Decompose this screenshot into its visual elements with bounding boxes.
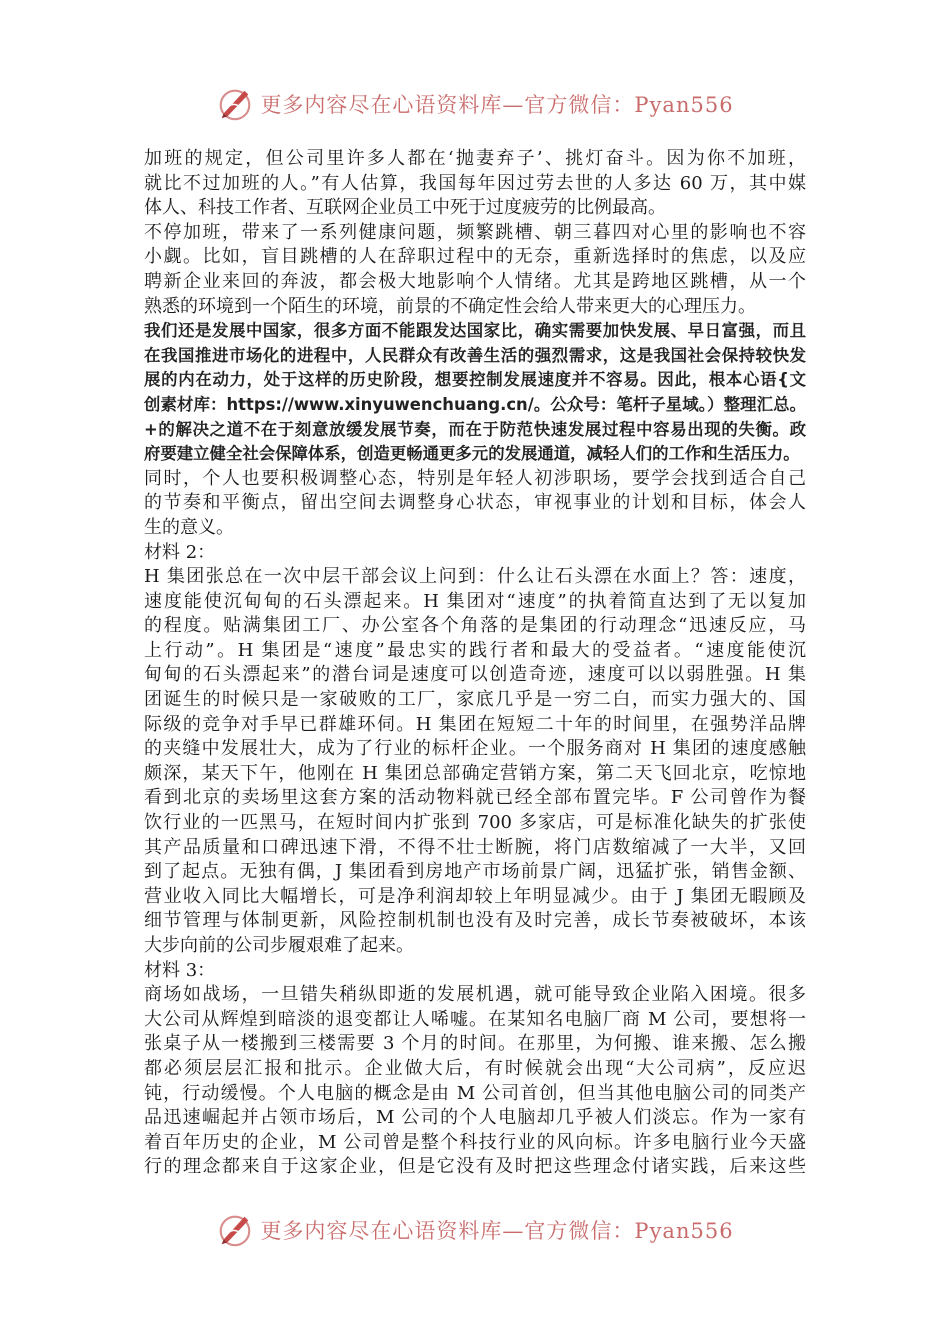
footer-banner-text: 更多内容尽在心语资料库—官方微信：Pyan556 [260, 1219, 734, 1243]
text-line: 我们还是发展中国家，很多方面不能跟发达国家比，确实需要加快发展、早日富强，而且 [144, 321, 806, 341]
text-line: 体人、科技工作者、互联网企业员工中死于过度疲劳的比例最高。 [144, 197, 666, 219]
text-line: 都必须层层汇报和批示。企业做大后，有时候就会出现“大公司病”，反应迟 [144, 1057, 806, 1079]
text-line: 甸甸的石头漂起来”的潜台词是速度可以创造奇迹，速度可以以弱胜强。H 集 [144, 664, 806, 686]
text-line: 加班的规定，但公司里许多人都在‘抛妻弃子’、挑灯奋斗。因为你不加班， [144, 148, 806, 169]
text-line: 就比不过加班的人。”有人估算，我国每年因过劳去世的人多达 60 万，其中媒 [144, 172, 806, 194]
text-line: 商场如战场，一旦错失稍纵即逝的发展机遇，就可能导致企业陷入困境。很多 [144, 984, 806, 1006]
text-line: 其产品质量和口碑迅速下滑，不得不壮士断腕，将门店数缩减了一大半，又回 [144, 836, 806, 858]
pen-logo-icon [216, 85, 254, 123]
text-line: 的程度。贴满集团工厂、办公室各个角落的是集团的行动理念“迅速反应，马 [144, 615, 806, 637]
text-line: 材料 3： [144, 959, 216, 981]
text-line: 到了起点。无独有偶，J 集团看到房地产市场前景广阔，迅猛扩张，销售金额、 [144, 861, 806, 883]
text-line: 品迅速崛起并占领市场后，M 公司的个人电脑却几乎被人们淡忘。作为一家有 [144, 1107, 806, 1129]
text-line: 钝，行动缓慢。个人电脑的概念是由 M 公司首创，但当其他电脑公司的同类产 [144, 1082, 806, 1104]
text-line: 不停加班，带来了一系列健康问题，频繁跳槽、朝三暮四对心里的影响也不容 [144, 221, 806, 243]
text-line: 细节管理与体制更新，风险控制机制也没有及时完善，成长节奏被破坏，本该 [144, 910, 806, 932]
text-line: 材料 2： [144, 541, 216, 563]
text-line: 际级的竞争对手早已群雄环伺。H 集团在短短二十年的时间里，在强势洋品牌 [144, 713, 806, 735]
text-line: 聘新企业来回的奔波，都会极大地影响个人情绪。尤其是跨地区跳槽，从一个 [144, 270, 806, 292]
pen-logo-icon [216, 1211, 254, 1249]
text-line: 熟悉的环境到一个陌生的环境，前景的不确定性会给人带来更大的心理压力。 [144, 295, 756, 317]
text-line: 创素材库：https://www.xinyuwenchuang.cn/。公众号：笔杆子星域。）整理汇总。 [144, 394, 806, 414]
text-line: 行的理念都来自于这家企业，但是它没有及时把这些理念付诸实践，后来这些 [144, 1156, 806, 1178]
text-line: 的夹缝中发展壮大，成为了行业的标杆企业。一个服务商对 H 集团的速度感触 [144, 738, 806, 760]
text-line: 速度能使沉甸甸的石头漂起来。H 集团对“速度”的执着简直达到了无以复加 [144, 590, 806, 612]
text-line: +的解决之道不在于刻意放缓发展节奏，而在于防范快速发展过程中容易出现的失衡。政 [144, 419, 806, 439]
text-line: 团诞生的时候只是一家破败的工厂，家底几乎是一穷二白，而实力强大的、国 [144, 689, 806, 711]
text-line: 府要建立健全社会保障体系，创造更畅通更多元的发展通道，减轻人们的工作和生活压力。 [144, 444, 800, 464]
text-line: 大步向前的公司步履艰难了起来。 [144, 935, 414, 956]
text-line: 饮行业的一匹黑马，在短时间内扩张到 700 多家店，可是标准化缺失的扩张使 [144, 812, 806, 834]
text-line: 生的意义。 [144, 516, 234, 538]
text-line: 的节奏和平衡点，留出空间去调整身心状态，审视事业的计划和目标，体会人 [144, 492, 806, 514]
text-line: 营业收入同比大幅增长，可是净利润却较上年明显减少。由于 J 集团无暇顾及 [144, 885, 806, 907]
footer-banner [0, 1210, 950, 1250]
text-line: 上行动”。H 集团是“速度”最忠实的践行者和最大的受益者。“速度能使沉 [144, 639, 806, 661]
text-line: 看到北京的卖场里这套方案的活动物料就已经全部布置完毕。F 公司曾作为餐 [144, 787, 806, 809]
text-line: 张桌子从一楼搬到三楼需要 3 个月的时间。在那里，为何搬、谁来搬、怎么搬 [144, 1033, 806, 1055]
text-line: 同时，个人也要积极调整心态，特别是年轻人初涉职场，要学会找到适合自己 [144, 467, 806, 489]
text-line: 小觑。比如，盲目跳槽的人在辞职过程中的无奈，重新选择时的焦虑，以及应 [144, 246, 806, 268]
document-body [144, 147, 806, 1180]
text-line: 展的内在动力，处于这样的历史阶段，想要控制发展速度并不容易。因此，根本心语{文 [144, 370, 806, 390]
text-line: 着百年历史的企业，M 公司曾是整个科技行业的风向标。许多电脑行业今天盛 [144, 1131, 806, 1153]
text-line: 大公司从辉煌到暗淡的退变都让人唏嘘。在某知名电脑厂商 M 公司，要想将一 [144, 1008, 806, 1030]
header-banner-text: 更多内容尽在心语资料库—官方微信：Pyan556 [260, 93, 734, 117]
text-line: H 集团张总在一次中层干部会议上问到：什么让石头漂在水面上？答：速度， [144, 566, 806, 588]
header-banner [0, 84, 950, 124]
text-line: 在我国推进市场化的进程中，人民群众有改善生活的强烈需求，这是我国社会保持较快发 [144, 345, 806, 365]
text-line: 颇深，某天下午，他刚在 H 集团总部确定营销方案，第二天飞回北京，吃惊地 [144, 762, 806, 784]
